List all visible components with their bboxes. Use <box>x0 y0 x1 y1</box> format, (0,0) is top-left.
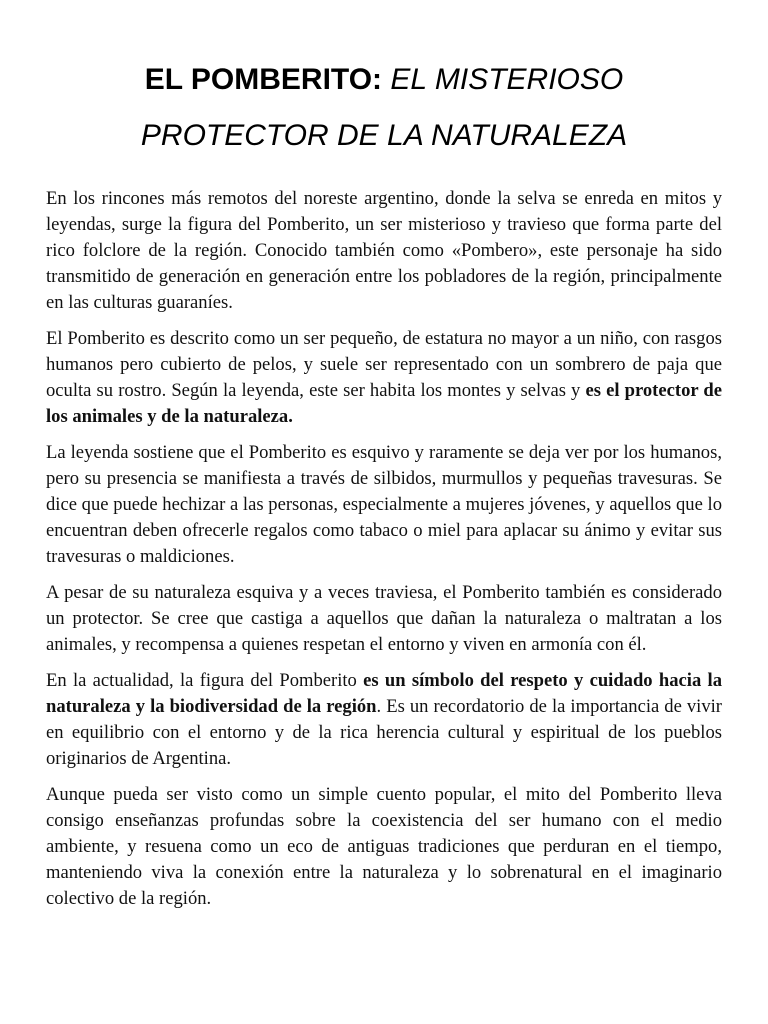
document-page <box>46 52 722 922</box>
paragraph-5 <box>46 668 722 772</box>
paragraph-5-tail: . Es un recordatorio de la importancia de vivir en equilibrio con el entorno y de la rica herencia cultural y espiritual de los pueblos originarios de Argentina. <box>46 696 722 769</box>
paragraph-1: En los rincones más remotos del noreste argentino, donde la selva se enreda en mitos y leyendas, surge la figura del Pomberito, un ser misterioso y travieso que forma parte del rico folclore de la región. Conocido también como «Pombero», este personaje ha sido transmitido de generación en generación entre los pobladores de la región, principalmente en las culturas guaraníes. <box>46 188 722 313</box>
document-title <box>46 52 722 164</box>
paragraph-6: Aunque pueda ser visto como un simple cuento popular, el mito del Pomberito lleva consigo enseñanzas profundas sobre la coexistencia del ser humano con el medio ambiente, y resuena como un eco de antiguas tradiciones que perduran en el tiempo, manteniendo viva la conexión entre la naturaleza y lo sobrenatural en el imaginario colectivo de la región. <box>46 784 722 909</box>
paragraph-4: A pesar de su naturaleza esquiva y a veces traviesa, el Pomberito también es considerado un protector. Se cree que castiga a aquellos que dañan la naturaleza o maltratan a los animales, y recompensa a quienes respetan el entorno y viven en armonía con él. <box>46 582 722 655</box>
paragraph-2-text: El Pomberito es descrito como un ser pequeño, de estatura no mayor a un niño, con rasgos humanos pero cubierto de pelos, y suele ser representado con un sombrero de paja que oculta su rostro. Según la leyenda, este ser habita los montes y selvas y <box>46 328 722 401</box>
paragraph-3: La leyenda sostiene que el Pomberito es esquivo y raramente se deja ver por los humanos, pero su presencia se manifiesta a través de silbidos, murmullos y pequeñas travesuras. Se dice que puede hechizar a las personas, especialmente a mujeres jóvenes, y aquellos que lo encuentran deben ofrecerle regalos como tabaco o miel para aplacar su ánimo y evitar sus travesuras o maldiciones. <box>46 442 722 567</box>
title-italic-line1: EL MISTERIOSO <box>390 63 624 96</box>
title-italic-line2: PROTECTOR DE LA NATURALEZA <box>140 119 628 152</box>
paragraph-2-emphasis: es el protector de los animales y de la naturaleza. <box>46 380 722 427</box>
paragraph-5-text: En la actualidad, la figura del Pomberito <box>46 670 364 691</box>
title-bold-part: EL POMBERITO: <box>144 63 383 96</box>
document-body <box>46 186 722 912</box>
paragraph-2 <box>46 326 722 430</box>
paragraph-5-emphasis: es un símbolo del respeto y cuidado hacia la naturaleza y la biodiversidad de la región <box>46 670 722 717</box>
